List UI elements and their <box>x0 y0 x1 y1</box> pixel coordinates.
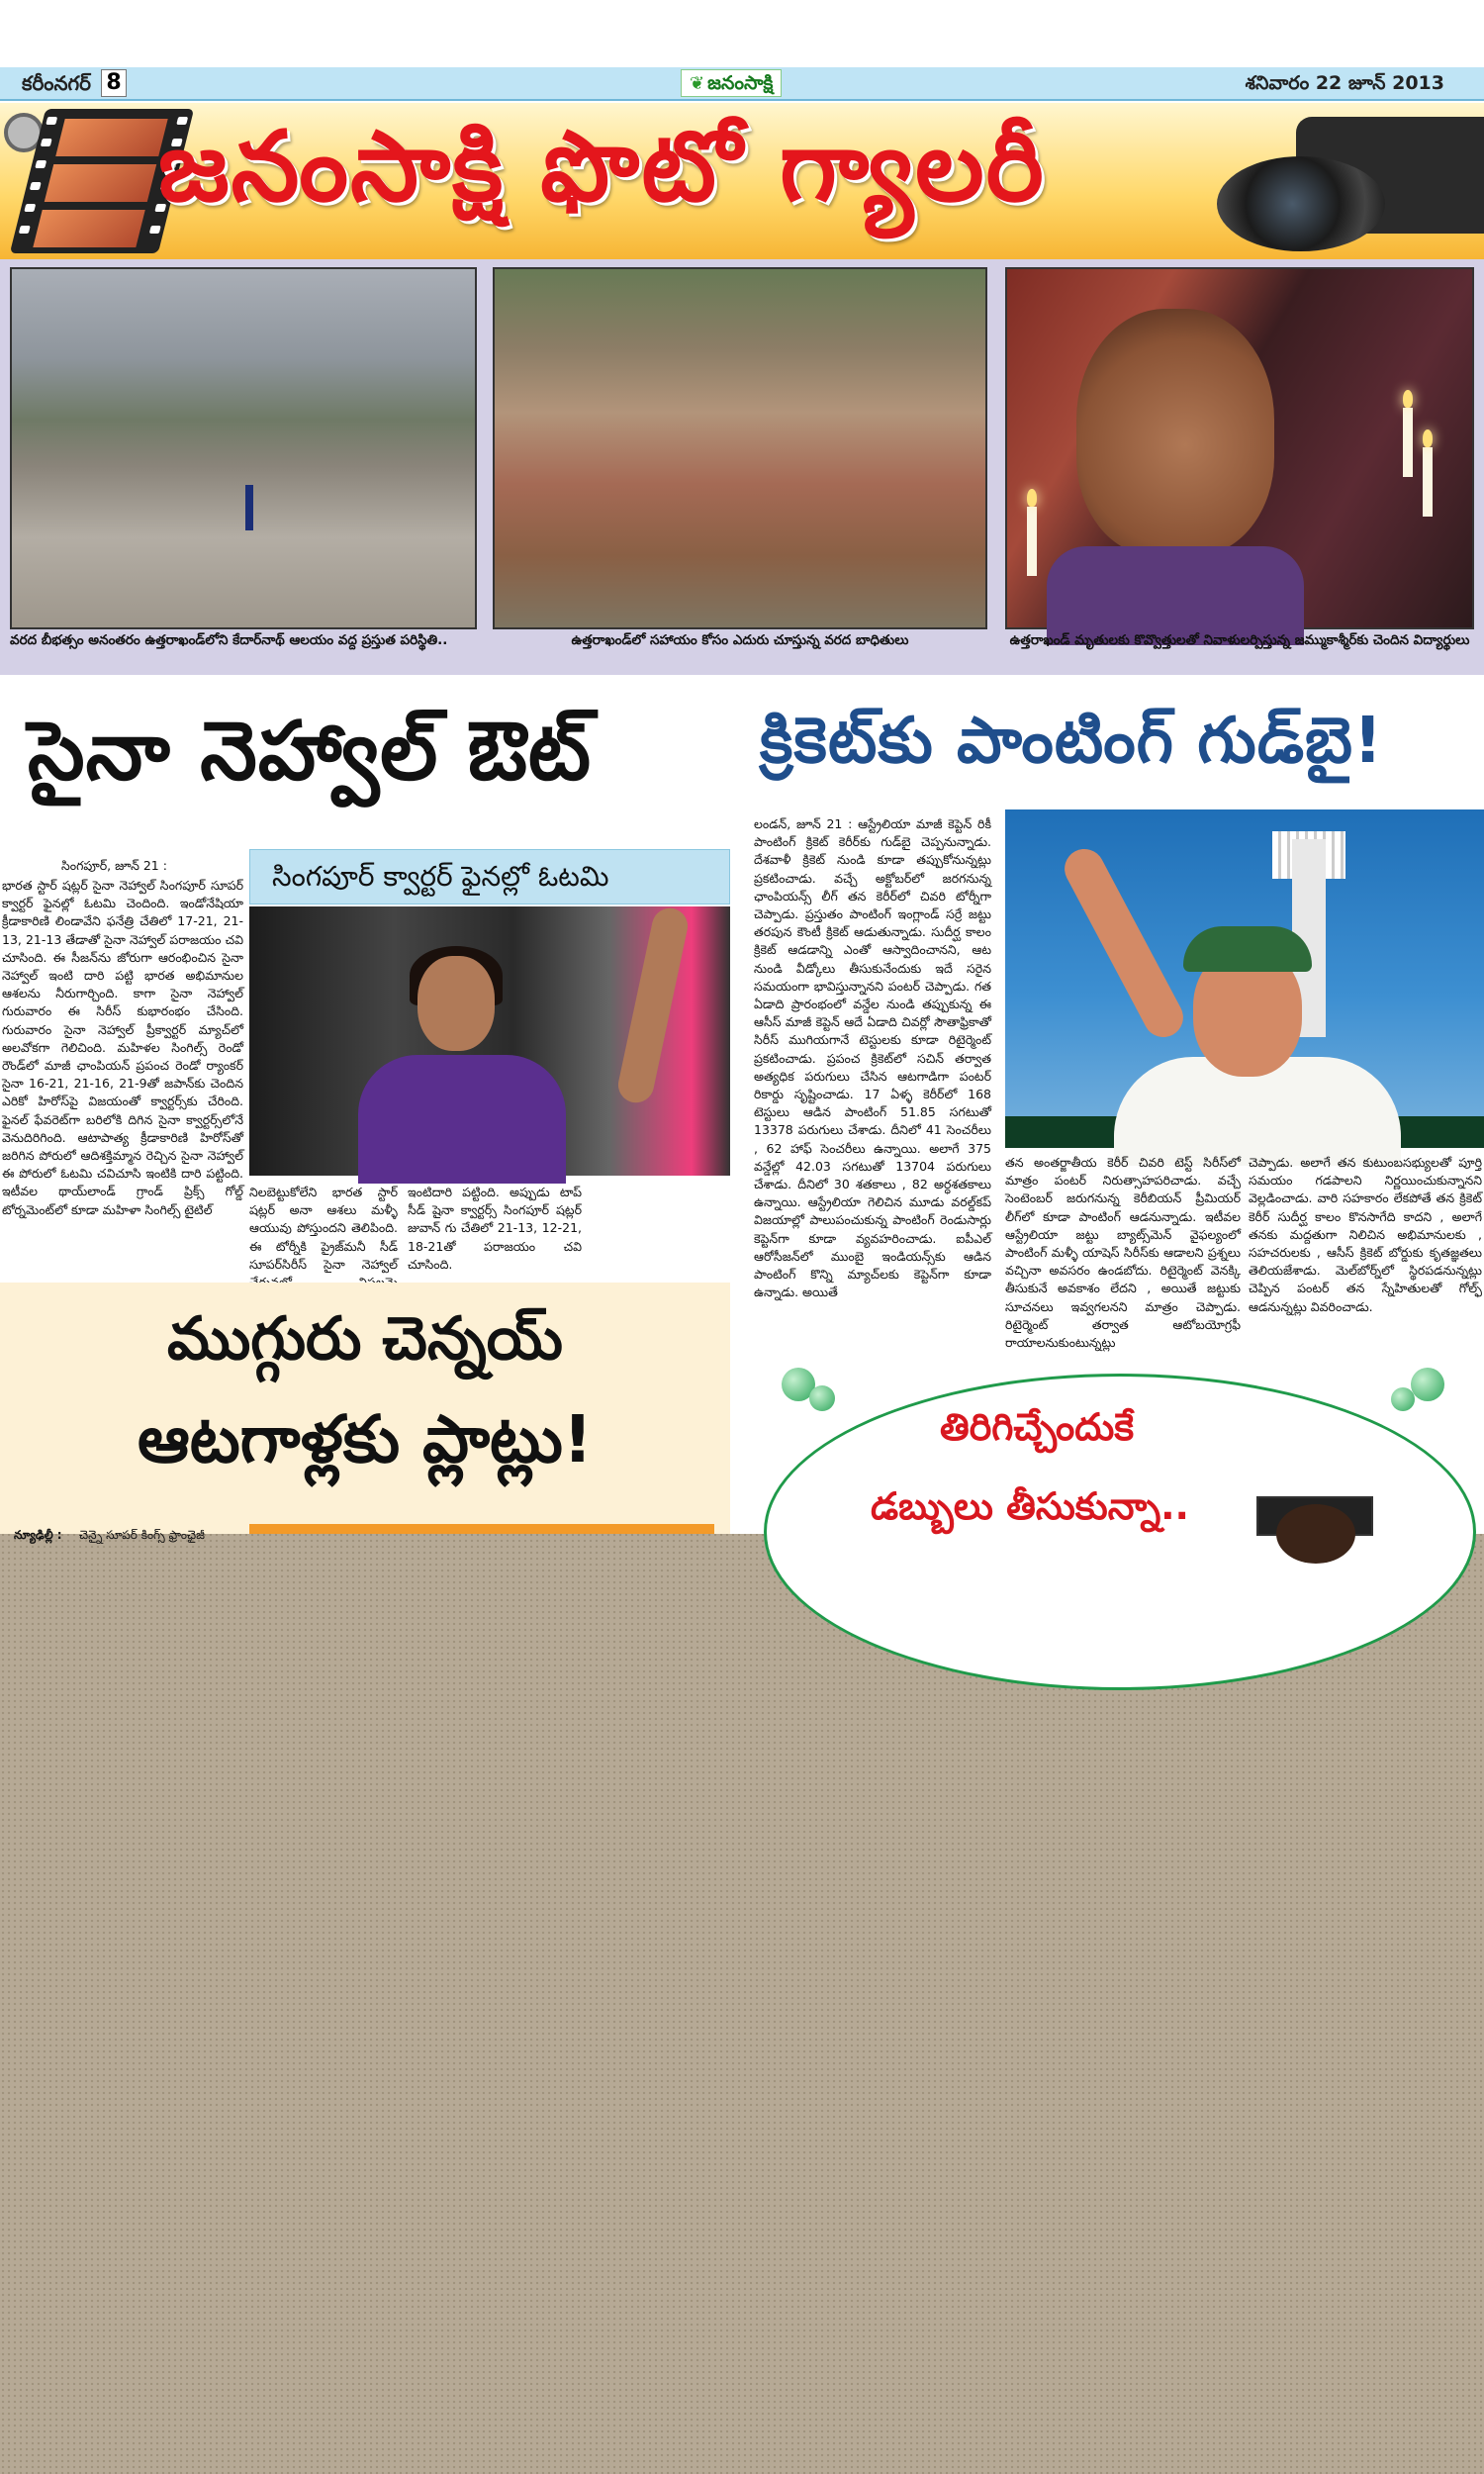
flood-victims-photo <box>493 267 987 629</box>
orange-bar <box>249 1524 714 1534</box>
chennai-story-box <box>0 1283 730 1534</box>
masthead-logo <box>681 69 782 97</box>
chennai-headline-line2: ఆటగాళ్లకు ప్లాట్లు! <box>138 1401 593 1477</box>
chennai-headline-line1: ముగ్గురు చెన్నయ్ <box>167 1304 563 1374</box>
gallery-title: జనంసాక్షి ఫొటో గ్యాలరీ <box>158 111 1046 224</box>
saina-body-column: భారత స్టార్ షట్లర్ సైనా నెహ్వాల్ సింగపూర్ సూపర్ క్వార్టర్ ఫైనల్లో ఓటమి చెందింది. ఇండోనేషియా క్రీడాకారిణి లిండావేని ఫనేత్రి చేతిలో 17-21, 21-13, 21-13 తేడాతో సైనా నెహ్వాల్ పరాజయం చవి చూసింది. ఈ సీజన్‌ను జోరుగా ఆరంభించిన సైనా నెహ్వాల్ ఇంటి దారి పట్టి భారత అభిమానుల ఆశలను నీరుగార్చింది. కాగా సైనా నెహ్వాల్ గురువారం ఈ సిరీస్ కుభారంభం చేసింది. గురువారం సైనా నెహ్వాల్ ప్రీక్వార్టర్ మ్యాచ్‌లో అలవోకగా గెలిచింది. మహిళల సింగిల్స్ రెండో రౌండ్‌లో మాజీ ఛాంపియన్ ప్రపంచ రెండో ర్యాంకర్ సైనా 16-21, 21-16, 21-9తో జపాన్‌కు చెందిన ఎరికో హిరోస్‌పై విజయంతో క్వార్టర్స్‌కు చేరింది. ఫైనల్ ఫేవరెట్‌గా బరిలోకి దిగిన సైనా క్వార్టర్స్‌లోనే వెనుదిరిగింది. ఆటాపాత్య క్రీడాకారిణి హిరోస్‌తో జరిగిన పోరులో ఆదిశక్తిమ్మాన రెచ్చిన సైనా నెహ్వాల్ ఈ పోరులో ఓటమి చవిచూసి ఇంటికి దారి పట్టింది. ఇటీవల థాయ్‌లాండ్ గ్రాండ్ ప్రిక్స్ గోల్డ్ టోర్నమెంట్‌లో కూడా మహిళా సింగిల్స్ టైటిల్ <box>2 878 243 1217</box>
edition-name: కరీంనగర్ <box>22 71 91 95</box>
page-number: 8 <box>101 69 127 97</box>
ponting-body-column: చెప్పాడు. అలాగే తన కుటుంబసభ్యులతో పూర్తి సమయం గడపాలని నిర్ణయించుకున్నానని వెల్లడించాడు. వారి సహకారం లేకపోతే తన క్రికెట్ కెరీర్ సుదీర్ఘ కాలం కొనసాగేది కాదని , అలాగే తనకు మద్దతుగా నిలిచిన అభిమానులకు , సహచరులకు , ఆసీస్ క్రికెట్ బోర్డుకు కృతజ్ఞతలు తెలియజేశాడు. మెల్‌బోర్న్‌లో స్థిరపడనున్నట్లు చెప్పిన పంటర్ తన స్నేహితులతో గోల్ఫ్ ఆడనున్నట్లు వివరించాడు. <box>1249 1155 1482 1314</box>
chennai-dateline-label: న్యూఢిల్లీ : <box>14 1528 62 1542</box>
photo-gallery-banner <box>0 103 1484 259</box>
photo-caption: ఉత్తరాఖండ్‌లో సహాయం కోసం ఎదురు చూస్తున్న వరద బాధితులు <box>571 632 909 648</box>
kedarnath-flood-photo <box>10 267 477 629</box>
saina-nehwal-photo <box>249 906 730 1176</box>
saina-dateline: సింగపూర్, జూన్ 21 : <box>61 858 167 873</box>
bubble-icon <box>1411 1368 1444 1401</box>
candle-vigil-photo <box>1005 267 1474 629</box>
photo-caption: వరద బీభత్సం అనంతరం ఉత్తరాఖండ్‌లోని కేదార్‌నాథ్ ఆలయం వద్ద ప్రస్తుత పరిస్థితి.. <box>10 632 448 648</box>
ricky-ponting-photo <box>1005 809 1484 1148</box>
page-header-bar <box>0 67 1484 101</box>
gallery-photo-strip <box>0 259 1484 675</box>
camera-icon <box>1217 117 1484 253</box>
bubble-icon <box>1391 1387 1415 1411</box>
bubble-icon <box>809 1385 835 1411</box>
saina-subheadline: సింగపూర్ క్వార్టర్ ఫైనల్లో ఓటమి <box>249 849 730 904</box>
quote-person-photo <box>1256 1496 1373 1536</box>
photo-caption: ఉత్తరాఖండ్ మృతులకు కొవ్వొత్తులతో నివాళులర్పిస్తున్న జమ్ముకాశ్మీర్‌కు చెందిన విద్యార్థులు <box>1009 632 1470 648</box>
saina-body-column: నిలబెట్టుకోలేని భారత స్టార్ షట్లర్ అనా ఆశలు మళ్ళీ ఆయువు పోస్తుందని తెలిపింది. ఈ టోర్నీకి ప్రైజ్‌మనీ సీడ్ సూపర్‌సిరీస్ సైనా నెహ్వాల్ <box>249 1185 398 1272</box>
logo-text: జనంసాక్షి <box>707 72 774 94</box>
chennai-dateline-text: చెన్నై సూపర్ కింగ్స్ ఫ్రాంఛైజీ <box>79 1528 205 1542</box>
ponting-headline: క్రికెట్‌కు పాంటింగ్ గుడ్‌బై! <box>760 705 1384 778</box>
quote-line1: తిరిగిచ్చేందుకే <box>940 1405 1135 1449</box>
quote-line2: డబ్బులు తీసుకున్నా.. <box>871 1484 1189 1528</box>
saina-body-column: ఇంటిదారి పట్టింది. అప్పుడు టాప్ సీడ్ షైనా క్వార్టర్స్ సింగపూర్ షట్లర్ జువాన్ గు చేతిలో 21-13, 12-21, 18-21తో పరాజయం చవి చూసింది. <box>408 1185 582 1272</box>
issue-date: శనివారం 22 జూన్ 2013 <box>1245 72 1444 94</box>
saina-headline: సైనా నెహ్వాల్ ఔట్ <box>28 705 593 799</box>
leaf-icon: ❦ <box>690 73 705 94</box>
ponting-body-column: తన అంతర్జాతీయ కెరీర్ చివరి టెస్ట్ సిరీస్‌లో మాత్రం పంటర్ నిరుత్సాహపరిచాడు. వచ్చే సెంటెంబర్ జరుగనున్న కెరీబియన్ ప్రీమియర్ లీగ్‌లో కూడా పాంటింగ్ ఆడనున్నాడు. ఇటీవల ఆస్ట్రేలియా జట్టు బ్యాట్స్‌మెన్ వైఫల్యంలో పాంటింగ్ మళ్ళీ యాషెస్ సిరీస్‌కు ఆడాలని ప్రశ్నలు వచ్చినా అవసరం ఉండబోదు. రిటైర్మెంట్ వెనక్కి తీసుకునే అవకాశం లేదని , అయితే జట్టుకు సూచనలు ఇవ్వగలనని మాత్రం చెప్పాడు. రిటైర్మెంట్ తర్వాత ఆటోబయోగ్రఫీ రాయాలనుకుంటున్నట్లు <box>1005 1155 1241 1351</box>
ponting-body-column: లండన్, జూన్ 21 : ఆస్ట్రేలియా మాజీ కెప్టెన్ రికీ పాంటింగ్ క్రికెట్ కెరీర్‌కు గుడ్‌బై చెప్పనున్నాడు. దేశవాళీ క్రికెట్ నుండి కూడా తప్పుకోనున్నట్లు ప్రకటించాడు. వచ్చే అక్టోబర్‌లో జరగనున్న ఛాంపియన్స్ లీగ్ తన కెరీర్‌లో చివరి టోర్నీగా చెప్పాడు. ప్రస్తుతం పాంటింగ్ ఇంగ్లాండ్ సర్రే జట్టు తరపున కౌంటీ క్రికెట్ ఆడుతున్నాడు. సుదీర్ఘ కాలం క్రికెట్ ఆడడాన్ని ఎంతో ఆస్వాదించానని, ఆట నుండి వీడ్కోలు తీసుకునేందుకు ఇదే సరైన సమయంగా భావిస్తున్నానని పంటర్ చెప్పాడు. గత ఏడాది ప్రారంభంలో వన్డేల నుండి తప్పుకున్న ఈ ఆసీస్ మాజీ కెప్టెన్ ఆదే ఏడాది చివర్లో సౌతాఫ్రికాతో సిరీస్ ముగియగానే టెస్టులకు కూడా రిటైర్మెంట్ ప్రకటించాడు. ప్రపంచ క్రికెట్‌లో సచిన్ తర్వాత అత్యధిక పరుగులు చేసిన ఆటగాడిగా పంటర్ రికార్డు సృష్టించాడు. 17 ఏళ్ళ కెరీర్‌లో 168 టెస్టులు ఆడిన పాంటింగ్ 51.85 సగటుతో 13378 పరుగులు చేశాడు. దీనిలో 41 సెంచరీలు , 62 హాఫ్ సెంచరీలు ఉన్నాయి. అలాగే 375 వన్డేల్లో 42.03 సగటుతో 13704 పరుగులు చేశాడు. దీనిలో 30 శతకాలు , 82 అర్ధశతకాలు ఉన్నాయి. ఆస్ట్రేలియా గెలిచిన మూడు వరల్డ్‌కప్ విజయాల్లో పాలుపంచుకున్న పాంటింగ్ రెండుసార్లు కెప్టెన్‌గా కూడా వ్యవహరించాడు. ఐపీఎల్ ఆరోసీజన్‌లో ముంబై ఇండియన్స్‌కు ఆడిన పాంటింగ్ కొన్ని మ్యాచ్‌లకు కెప్టెన్‌గా కూడా ఉన్నాడు. అయితే <box>754 816 991 1300</box>
